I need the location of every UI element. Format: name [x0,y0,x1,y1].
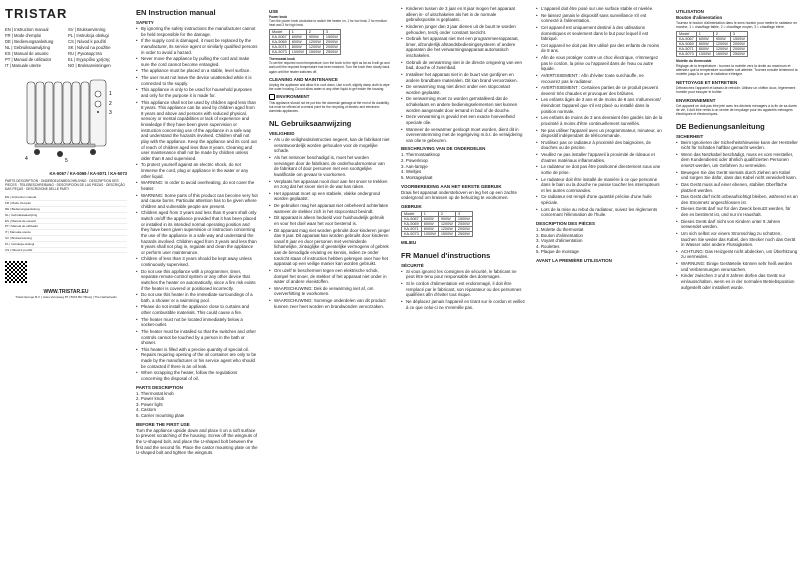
cover-column [0,0,132,575]
lang-item: PT | Manual de utilizador [5,57,52,62]
table-cell: 600W [289,35,306,40]
table-header: 1 [696,32,713,37]
power-table-nl [401,211,473,237]
env-label: ENVIRONMENT [276,94,310,100]
table-cell: 2500W [323,50,340,55]
part-item: 5. Carrier mounting plate [136,413,185,418]
table-cell: KA-5067 [402,216,422,221]
fr-title: FR Manuel d'instructions [401,250,491,260]
table-cell: 1200W [306,40,323,45]
table-cell: 1500W [323,35,340,40]
table-cell: 900W [306,35,323,40]
oil-heater-illustration [5,74,127,169]
list-item: • Kinderen tussen de 3 jaar en 8 jaar mogen het apparaat alleen in- of uitschakelen als het in de normale gebruikspositie is geplaatst. [401,6,525,23]
part-item: 2. Powerknop [401,158,428,163]
lang-item: PL | Instrukcja obsługi [68,33,109,38]
list-item: • Dit apparaat is alleen bedoeld voor huishoudelijk gebruik en voor het doel waar het voor bestemd is. [269,215,390,226]
list-item: • L'appareil doit être posé sur une surface stable et nivelée. [536,6,663,12]
fr-maint-heading: NETTOYAGE ET ENTRETIEN [676,79,738,85]
table-cell: 1000W [289,50,306,55]
list-item: • Never move the appliance by pulling the cord and make sure the cord cannot become entangled. [136,56,258,67]
table-cell: KA-5073 [270,50,290,55]
list-item: • Verplaats het apparaat nooit door aan het snoer te trekken en zorg dat het snoer niet in de war kan raken. [269,179,390,190]
table-header: 1 [289,30,306,35]
multilang-line: PT | Manual de utilizador [5,224,127,230]
nl-env-heading: MILIEU [401,239,417,245]
list-item: • Um sich selbst vor einem Stromschlag zu schützen, tauchen Sie weder das Kabel, den Stecker noch das Gerät in Wasser oder andere Flüssigkeiten. [676,231,798,248]
list-item: • Afin de vous protéger contre un choc électrique, n'immergez pas le cordon, la prise ou l'appareil dans de l'eau ou autre liquide. [536,55,663,72]
table-cell: 1200W [713,42,730,47]
list-item: • AVERTISSEMENT : Certaines parties de ce produit peuvent devenir très chaudes et provoquer des brûlures. [536,85,663,96]
en-thermo-label: Thermostat knob [269,57,295,62]
list-item: • This heater is filled with a precise quantity of special oil. Repairs requiring opening of the oil container are only to be made by the manufacturer or his service agent who should be contacted if there is an oil leak. [136,347,258,370]
table-cell: KA-5071 [402,226,422,231]
part-item: 1. Thermostat knob [136,390,174,396]
fr-before-heading: AVANT LA PREMIÈRE UTILISATION [536,258,612,263]
table-cell: 2000W [323,45,340,50]
list-item: • Om uzelf te beschermen tegen een elektrische schok, dompel het snoer, de stekker of het apparaat niet onder in water of andere vloeistoffen. [269,268,390,285]
table-row [402,231,473,236]
list-item: • Gebruik het apparaat niet met een programmeerapparaat, timer, afzonderlijk afstandsbedieningssysteem of andere apparaten die het verwarmingsapparaat automatisch inschakelen. [401,36,525,59]
list-item: • Children aged from 3 years and less than 8 years shall only switch on/off the appliance provided that it has been placed or installed in its intended normal operating position and they have been given supervision or instruction concerning the use of the appliance in a safe way and understand the hazards involved. Children aged from 3 years and less than 8 years shall not plug in, regulate and clean the appliance or perform user maintenance. [136,210,258,255]
list-item: • Please do not install the appliance close to curtains and other combustible materials. This could cause a fire. [136,304,258,315]
nl-parts-heading: BESCHRIJVING VAN DE ONDERDELEN [401,146,486,152]
part-item: 5. Montageplaat [401,174,433,180]
power-table-fr [676,31,748,57]
table-header: 3 [730,32,747,37]
table-cell: KA-5069 [270,40,290,45]
nl-safety-list [269,137,390,309]
lang-item: DE | Bedienungsanleitung [5,39,54,44]
list-item: • Das Gerät darf nicht unbeaufsichtigt bleiben, während es an den Stromnetz angeschlossen ist. [676,194,798,205]
de-title: DE Bedienungsanleitung [676,121,765,131]
lang-item: SV | Bruksanvisning [68,27,106,32]
table-header: 2 [713,32,730,37]
wk-power-text: Tournez le bouton d'alimentation dans le sens horaire pour mettre le radiateur en marche, 1 = chauffage faible, 2 = chauffage moyen, 3 = chauffage élevé. [676,20,798,29]
multilang-line: CS | Návod k použití [5,248,127,254]
table-row [677,52,748,57]
lang-item: FR | Mode d'emploi [5,33,42,38]
list-item: • This appliance is only to be used for household purposes and only for the purpose it is made for. [136,87,258,98]
table-cell: 800W [421,221,438,226]
table-cell: 2000W [730,47,747,52]
table-header: Model [677,32,697,37]
list-item: • Les enfants de moins de 3 ans devraient être gardés loin de la proximité à moins d'être continuellement surveillés. [536,115,663,126]
wk-use-heading: UTILISATION [676,9,704,14]
table-cell: 1500W [438,231,455,236]
fr-safety-heading: SÉCURITÉ [401,262,424,268]
list-item: • Beim Ignorieren der Sicherheitshinweise kann der Hersteller nicht für Schäden haftbar gemacht werden. [676,140,798,151]
en-title: EN Instruction manual [136,8,216,17]
table-cell: KA-5071 [677,47,697,52]
en-safety-heading: SAFETY [136,20,154,25]
lang-item: ES | Manual de usuario [5,51,49,56]
svg-text:5: 5 [65,158,68,164]
table-header: 3 [455,211,472,216]
list-item: • Do not use this appliance with a programmer, timer, separate remote-control system or any other device that switches the heater on automatically, since a fire risk exists if the heater is covered or positioned incorrectly. [136,269,258,292]
table-cell: 900W [713,37,730,42]
list-item: • Do not use this heater in the immediate surroundings of a bath, a shower or a swimming pool. [136,292,258,303]
table-cell: 2000W [730,42,747,47]
list-item: • Le radiateur ne doit pas être positionné directement sous une sortie de prise. [536,164,663,175]
list-item: • WARNING: In order to avoid overheating, do not cover the heater. [136,180,258,191]
list-item: • Dieses Gerät darf nur für den Zweck benutzt werden, für den es bestimmt ist, und nur im Haushalt. [676,206,798,217]
nl-safety-heading: VEILIGHEID [269,131,295,137]
list-item: • WAARSCHUWING: Sommige onderdelen van dit product kunnen zeer heet worden en brandwonden veroorzaken. [269,298,390,309]
de-safety-list [676,140,798,291]
english-nl-column [266,0,393,575]
table-cell: 1500W [713,52,730,57]
lang-item: SK | Návod na použitie [68,45,111,50]
table-header: 2 [438,211,455,216]
nl-before-heading: VOORBEREIDING AAN HET EERSTE GEBRUIK [401,183,502,189]
french-german-column [672,0,802,575]
table-cell: KA-5073 [402,231,422,236]
list-item: • Cet appareil ne doit pas être utilisé par des enfants de moins de 8 ans. [536,43,663,54]
list-item: • Deze verwarming is gevuld met een exacte hoeveelheid speciale olie. [401,114,525,125]
list-item: • Ne laissez jamais le dispositif sans surveillance s'il est connecté à l'alimentation. [536,13,663,24]
fr-env-heading: ENVIRONNEMENT [676,97,716,103]
table-cell: 1500W [730,37,747,42]
multilang-line: IT | Manuale utente [5,230,127,236]
list-item: • Installeer het apparaat niet in de buurt van gordijnen en andere brandbare materialen. Dit kan brand veroorzaken. [401,72,525,83]
part-item: 5. Plaque de montage [536,249,579,255]
multilang-line: FR | Mode d'emploi [5,201,127,207]
table-cell: 1200W [438,221,455,226]
list-item: • Si vous ignorez les consignes de sécurité, le fabricant ne peut être tenu pour responsable des dommages. [401,269,525,280]
en-thermo-text: To set the required room temperature, turn the knob to the right as far as it will go and wait until the required temperature has been reached. Turn the knob then slowly back again until the heater switches off. [269,61,390,74]
table-cell: 2000W [323,40,340,45]
list-item: • Als het netsnoer beschadigd is, moet het worden vervangen door de fabrikant, de onderhoudsmonteur van de fabrikant of door personen met een soortgelijke kwalificatie om gevaar te voorkomen. [269,155,390,178]
nl-safety-list-cont [401,6,525,143]
lang-item: EL | Εγχειρίδιο χρήσης [68,57,111,62]
parts-caption: PARTS DESCRIPTION · ONDERDELENBESCHRIJVING · DESCRIPTION DES PIECES · TEILEBESCHREIBUNG · DESCRIPCIÓN DE LAS PIEZAS · DESCRIÇÃO DAS PEÇAS · DESCRIZIONE DELLE PARTI [5,179,126,192]
table-header: Model [270,30,290,35]
en-before-heading: BEFORE THE FIRST USE [136,421,190,427]
part-item: 4. Wieltjes [401,169,422,175]
list-item: • Wenn das Netzkabel beschädigt, muss es vom Hersteller, dem Kundendienst oder ähnlich qualifizierten Personen ersetzt werden, um Gefahren zu vermeiden. [676,152,798,169]
list-item: • Kinder zwischen 3 und 8 Jahren dürfen das Gerät nur ein/ausschalten, wenn es in der normalen Betriebsposition aufgestellt oder installiert wurde. [676,273,798,290]
power-table [269,29,341,55]
list-item: • Gebruik de verwarming niet in de directe omgeving van een bad, douche of zwembad. [401,60,525,71]
table-header: 3 [323,30,340,35]
table-cell: 2500W [730,52,747,57]
lang-item: NO | Bruksanvisningen [68,63,111,68]
lang-item: EN | Instruction manual [5,27,49,32]
list-item: • Si le cordon d'alimentation est endommagé, il doit être remplacé par le fabricant, son réparateur ou des personnes qualifiées afin d'éviter tout risque. [401,281,525,298]
multilang-line: PL | Instrukcja obsługi [5,242,127,248]
list-item: • The heater must be installed so that the switches and other controls cannot be touched by a person in the bath or shower. [136,329,258,346]
svg-text:2: 2 [109,101,112,107]
list-item: • Veuillez ne pas installer l'appareil à proximité de rideaux et d'autres matériaux inflammables. [536,152,663,163]
table-cell: 800W [289,40,306,45]
list-item: • De verwarming mag niet direct onder een stopcontact worden geplaatst. [401,84,525,95]
list-item: • WARNING: Some parts of this product can become very hot and cause burns. Particular attention has to be given where children and vulnerable people are present. [136,193,258,210]
multilang-lines [5,195,127,253]
multilang-line: SV | Bruksanvisning [5,236,127,242]
wk-power-label: Bouton d'alimentation [676,15,723,20]
list-item: • When scrapping the heater, follow the regulations concerning the disposal of oil. [136,370,258,381]
table-header: 2 [306,30,323,35]
svg-text:4: 4 [25,156,28,162]
list-item: • WAARSCHUWING: Dek de verwarming niet af, om oververhitting te voorkomen. [269,286,390,297]
lang-item: CS | Návod k použití [68,39,107,44]
list-item: • Bewegen Sie das Gerät niemals durch Ziehen am Kabel und sorgen Sie dafür, dass das Kabel nicht verwickelt kann. [676,170,798,181]
language-list [5,27,127,68]
table-cell: 1500W [306,50,323,55]
list-item: • Ne déplacez jamais l'appareil en tirant sur le cordon et veillez à ce que celui-ci ne s'emmêle pas. [401,299,525,310]
french-column [533,0,666,575]
part-item: 1. Thermostaatknop [401,152,440,158]
en-env-heading [269,94,390,100]
fr-safety-list-cont [536,6,663,218]
svg-text:3: 3 [109,110,112,116]
part-item: 3. Voyant d'alimentation [536,238,583,244]
list-item: • The appliance must be placed on a stable, level surface. [136,68,258,74]
part-item: 3. Power light [136,401,163,407]
multilang-line: EN | Instruction manual [5,195,127,201]
fr-env-text: Cet appareil ne doit pas être jeté avec les déchets ménagers à la fin de sa durée de vie, il doit être remis à un centre de recyclage pour les appareils ménagers électriques et électroniques. [676,103,798,117]
list-item: • N'utilisez pas ce radiateur à proximité des baignoires, de douches ou de piscine. [536,140,663,151]
de-safety-heading: SICHERHEIT [676,133,704,139]
recycle-bin-icon [269,94,275,100]
address: Tristar Europe B.V. | Jules Verneweg 87 | 5015 BH Tilburg | The Netherlands [15,295,117,300]
table-cell: KA-5069 [677,42,697,47]
fr-maint-text: Débranchez l'appareil et laissez-le refroidir. Utilisez un chiffon doux, légèrement humide pour essuyer le boîtier. [676,85,796,95]
list-item: • Lors de la mise au rebut du radiateur, suivez les règlements concernant l'élimination de l'huile. [536,207,663,218]
list-item: • Wanneer de verwarmer gesloopt moet worden, dient dit in overeenstemming met de regelgeving m.b.t. de verwijdering van olie te gebeuren. [401,127,525,144]
table-cell: 800W [696,47,713,52]
list-item: • If the supply cord is damaged, it must be replaced by the manufacturer, its service agent or similarly qualified persons in order to avoid a hazard. [136,38,258,55]
table-cell: 1200W [438,226,455,231]
table-cell: 1200W [713,47,730,52]
multilang-line: NL | Gebruiksaanwijzing [5,213,127,219]
nl-title: NL Gebruiksaanwijzing [269,119,352,129]
list-item: • Children of less than 3 years should be kept away unless continuously supervised. [136,256,258,267]
table-cell: 2500W [455,231,472,236]
list-item: • Das Gerät muss auf einer ebenen, stabilen Oberfläche platziert werden. [676,182,798,193]
qr-code [5,261,27,283]
table-row [270,50,341,55]
table-cell: 900W [438,216,455,221]
en-parts-heading: PARTS DESCRIPTION [136,384,183,390]
list-item: • AVERTISSEMENT : Afin d'éviter toute surchauffe, ne recouvrez pas le radiateur. [536,73,663,84]
list-item: • Kinderen jonger dan 3 jaar dienen uit de buurt te worden gehouden, tenzij onder constant toezicht. [401,24,525,35]
table-cell: 2000W [455,226,472,231]
lang-item: IT | Manuale utente [5,63,41,68]
dutch-column [398,0,528,575]
part-item: 4. Castors [136,407,157,413]
part-item: 2. Power knob [136,396,165,402]
model-numbers: KA-5067 / KA-5069 / KA-5071 / KA-5073 [49,171,127,176]
table-cell: 1500W [455,216,472,221]
brand-logo: TRISTAR [5,6,68,21]
list-item: • Les enfants âgés de 3 ans et de moins de 8 ans n'allumeront/éteindront l'appareil que s'il est placé ou installé dans la position normale. [536,97,663,114]
table-cell: 1200W [306,45,323,50]
list-item: • The user must not leave the device unattended while it is connected to the supply. [136,75,258,86]
table-cell: 1000W [696,52,713,57]
table-cell: 800W [696,42,713,47]
wk-thermo-label: Molette du thermostat [676,59,712,64]
list-item: • Dit apparaat mag niet worden gebruikt door kinderen jonger dan 8 jaar. Dit apparaat kan worden gebruikt door kinderen vanaf 8 jaar en door personen met verminderde lichamelijke, zintuiglijke of geestelijke vermogens of gebrek aan de benodigde ervaring en kennis, indien ze onder toezicht staan of instructies hebben gekregen over hoe het apparaat op een veilige manier kan worden gebruikt. [269,228,390,267]
en-clean-heading: CLEANING AND MAINTENANCE [269,76,338,82]
list-item: • The heater must not be located immediately below a socket-outlet. [136,317,258,328]
part-item: 4. Roulettes [536,243,560,249]
list-item: • Cet appareil est uniquement destiné à des utilisations domestiques et seulement dans le but pour lequel il est fabriqué. [536,25,663,42]
table-cell: 600W [696,37,713,42]
list-item: • Als u de veiligheidsinstructies negeert, kan de fabrikant niet verantwoordelijk worden gehouden voor de mogelijke schade. [269,137,390,154]
en-clean-text: Unplug the appliance and allow it to cool down. Use a soft, slightly damp cloth to wipe the outer housing. Do not allow water or any other liquid to get inside the housing. [269,82,390,91]
table-cell: 2000W [455,221,472,226]
list-item: • Ne pas utiliser l'appareil avec un programmateur, minuteur, un dispositif indépendant de télécommande. [536,128,663,139]
table-cell: KA-5069 [402,221,422,226]
table-cell: 600W [421,216,438,221]
lang-item: RU | Руководство [68,51,102,56]
en-use-heading: USE [269,9,279,14]
table-cell: 800W [421,226,438,231]
website[interactable]: WWW.TRISTAR.EU [43,289,89,296]
wk-thermo-text: Réglage de la température : tournez la molette vers la droite au maximum et attendez que la température souhaitée soit atteinte. Tournez ensuite lentement la molette jusqu'à ce que le radiateur s'éteigne. [676,63,798,77]
table-header: Model [402,211,422,216]
list-item: • Le radiateur doit être installé de manière à ce que personne dans le bain ou la douche ne puisse toucher les interrupteurs et les autres commandes. [536,177,663,194]
multilang-line: ES | Manual de usuario [5,219,127,225]
list-item: • ACHTUNG: Das Heizgerät nicht abdecken, um Überhitzung zu vermeiden. [676,249,798,260]
list-item: • By ignoring the safety instructions the manufacturer cannot be held responsible for the damage. [136,26,258,37]
en-before-text: Turn the appliance upside down and place it on a soft surface to prevent scratching of the housing. Screw off the wingnuts of the U-shaped bolt, and place the U-shaped bolt between the first and the second fin. Place the castor mounting plate on the U-shaped bolt and tighten the wingnuts. [136,427,258,456]
english-column [133,0,261,575]
table-cell: 800W [289,45,306,50]
list-item: • This appliance shall not be used by children aged less than 8 years. This appliance can be used by children aged from 8 years and above and persons with reduced physical, sensory or mental capabilities or lack of experience and knowledge if they have been given supervision or instruction concerning use of the appliance in a safe way and understand the hazards involved. Children shall not play with the appliance. Keep the appliance and its cord out of reach of children aged less than 8 years. Cleaning and user maintenance shall not be made by children unless older than 8 and supervised. [136,100,258,162]
list-item: • Dieses Gerät darf nicht von Kindern unter 8 Jahren verwendet werden. [676,219,798,230]
table-cell: KA-5073 [677,52,697,57]
en-power-label: Power knob [269,15,288,19]
table-cell: KA-5071 [270,45,290,50]
en-safety-list [136,26,258,382]
list-item: • De verwarming moet zo worden geïnstalleerd dat de schakelaars en andere bedieningselementen niet kunnen worden aangeraakt door iemand in bad of de douche. [401,96,525,113]
list-item: • De gebruiker mag het apparaat niet onbeheerd achterlaten wanneer de stekker zich in het stopcontact bevindt. [269,203,390,214]
en-power-text: Turn the power knob clockwise to switch the heater on, 1 for low heat, 2 for medium heat and 3 for high heat. [269,19,387,28]
table-cell: 1000W [421,231,438,236]
fr-parts-heading: DESCRIPTION DES PIÈCES [536,220,596,226]
en-env-text: This appliance should not be put into the domestic garbage at the end of its durability, but must be offered at a central point for the recycling of electric and electronic domestic appliances. [269,100,390,114]
table-header: 1 [421,211,438,216]
table-cell: KA-5067 [677,37,697,42]
nl-use-heading: GEBRUIK [401,203,422,209]
table-cell: KA-5067 [270,35,290,40]
nl-before-text: Draai het apparaat ondersteboven en leg het op een zachte ondergrond om krassen op de behuizing te voorkomen. [401,189,517,201]
part-item: 2. Bouton d'alimentation [536,232,583,238]
fr-safety-list [401,269,525,310]
svg-text:1: 1 [109,91,112,97]
list-item: • Het apparaat moet op een stabiele, vlakke ondergrond worden geplaatst. [269,191,390,202]
list-item: • To protect yourself against an electric shock, do not immerse the cord, plug or appliance in the water or any other liquid. [136,162,258,179]
lang-item: NL | Gebruiksaanwijzing [5,45,50,50]
multilang-line: DE | Bedienungsanleitung [5,207,127,213]
part-item: 1. Molette du thermostat [536,226,584,232]
list-item: • WARNUNG: Einige Geräteteile können sehr heiß werden und Verbrennungen verursachen. [676,261,798,272]
list-item: • Ce radiateur est rempli d'une quantité précise d'une huile spéciale. [536,194,663,205]
part-item: 3. Aan-lampje [401,163,428,169]
